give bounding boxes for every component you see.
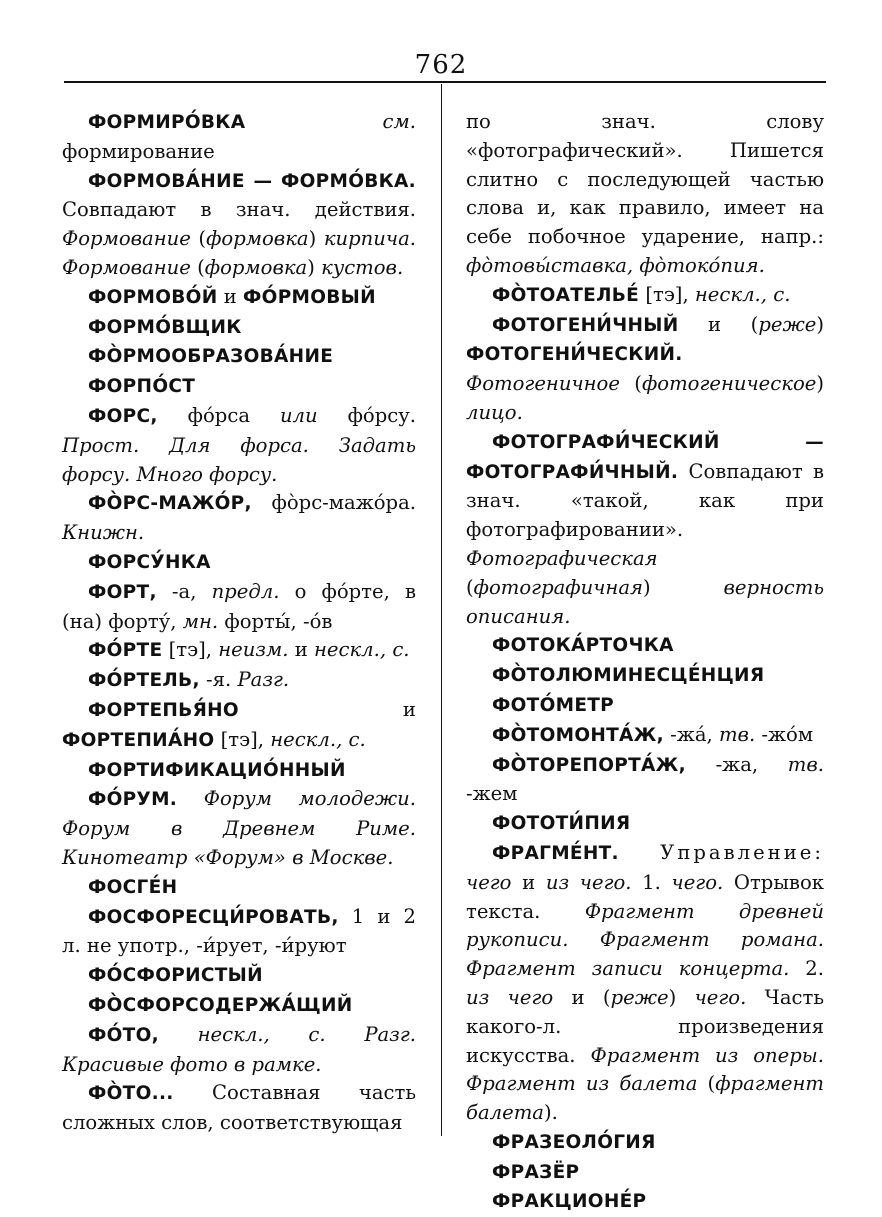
italic-text: фотографичная xyxy=(473,575,643,599)
italic-text: Фрагмент древней рукописи. Фрагмент романа. Фрагмент записи концерта. xyxy=(466,899,825,981)
headword: ФО́СФОРИСТЫЙ xyxy=(88,965,263,987)
entry-text: и xyxy=(217,284,244,308)
italic-text: реже xyxy=(758,312,817,336)
headword: ФРАЗЕОЛО́ГИЯ xyxy=(492,1131,656,1153)
entry-text: ) xyxy=(816,372,824,396)
entry-text: ( xyxy=(466,575,474,599)
italic-text: Прост. Для форса. Задать форсу. Много форсу. xyxy=(62,433,416,486)
entry-text xyxy=(245,110,382,133)
dictionary-entry xyxy=(62,903,416,962)
italic-text: формовка xyxy=(206,227,309,251)
headword: ФОРПО́СТ xyxy=(88,376,196,398)
headword: ФОТОТИ́ПИЯ xyxy=(492,813,631,835)
italic-text: неизм. xyxy=(218,638,289,662)
italic-text: нескл., с. xyxy=(694,282,791,306)
entry-text: Отрывок текста. xyxy=(466,870,824,923)
header-rule xyxy=(64,81,826,83)
dictionary-entry xyxy=(62,167,416,283)
entry-text xyxy=(619,841,660,864)
entry-text: ( xyxy=(697,1072,716,1096)
italic-text: Формование xyxy=(62,227,191,251)
dictionary-entry xyxy=(466,108,824,281)
italic-text: мн. xyxy=(182,609,219,633)
entry-text xyxy=(159,1023,198,1046)
headword: ФО́РТЕЛЬ, xyxy=(88,670,200,692)
headword: ФО̀РС-МАЖО́Р, xyxy=(88,493,252,515)
dictionary-entry xyxy=(466,631,824,661)
entry-text: фо̀рс-мажо́ра. xyxy=(251,491,416,515)
dictionary-entry xyxy=(466,661,824,691)
entry-text: [тэ], xyxy=(639,282,695,306)
dictionary-entry xyxy=(62,283,416,313)
dictionary-entry xyxy=(466,1128,824,1158)
entry-text: ). xyxy=(543,1101,558,1125)
dictionary-entry xyxy=(62,1021,416,1080)
italic-text: или xyxy=(279,403,318,427)
right-column xyxy=(466,108,824,1217)
entry-text: -а, xyxy=(156,579,212,603)
headword: ФО̀ТО... xyxy=(88,1083,174,1105)
dictionary-entry xyxy=(466,311,824,428)
dictionary-entry xyxy=(466,428,824,632)
dictionary-entry xyxy=(62,548,416,578)
italic-text: нескл., с. xyxy=(314,638,410,662)
headword: ФОТОГРАФИ́ЧЕСКИЙ — ФОТОГРАФИ́ЧНЫЙ. xyxy=(466,431,824,483)
dictionary-entry xyxy=(466,1158,824,1188)
entry-text: ( xyxy=(190,227,207,251)
headword: ФОРМИРО́ВКА xyxy=(88,112,246,133)
entry-text: по знач. слову «фотографический». Пишется слитно с последующей частью слова и, как правило, имеет на себе побочное ударение, напр.: xyxy=(466,110,824,249)
entry-text: ) xyxy=(816,312,824,336)
headword: ФО̀СФОРСОДЕРЖА́ЩИЙ xyxy=(88,994,353,1016)
entry-text: ) xyxy=(643,575,724,599)
dictionary-entry xyxy=(62,991,416,1021)
entry-text: фо́рсу. xyxy=(317,403,416,427)
dictionary-entry xyxy=(62,961,416,991)
headword: ФОРМО́ВЩИК xyxy=(88,316,242,338)
italic-text: кустов. xyxy=(321,255,404,279)
dictionary-entry xyxy=(62,372,416,402)
entry-text: и ( xyxy=(678,312,759,336)
headword: ФО̀РМООБРАЗОВА́НИЕ xyxy=(88,346,334,368)
italic-text: верность описания. xyxy=(466,575,824,628)
italic-text: Фотографическая xyxy=(466,546,658,570)
entry-text: [тэ], xyxy=(162,638,219,662)
dictionary-entry xyxy=(466,751,824,810)
italic-text: кирпича. Формование xyxy=(62,227,417,279)
entry-text: формирование xyxy=(62,139,215,163)
headword: ФОТОКА́РТОЧКА xyxy=(492,635,674,657)
dictionary-entry xyxy=(466,691,824,721)
dictionary-entry xyxy=(62,313,416,343)
headword: ФРАГМЕ́НТ. xyxy=(492,842,619,864)
dictionary-entry xyxy=(62,402,416,489)
headword: ФОРСУ́НКА xyxy=(88,551,211,573)
headword: ФОТОГЕНИ́ЧЕСКИЙ. xyxy=(466,344,683,366)
entry-text: и xyxy=(288,638,314,662)
italic-text: фо̀товы́ставка, фо̀токо́пия. xyxy=(466,253,765,277)
page-number: 762 xyxy=(414,50,468,80)
entry-text: ) xyxy=(308,227,324,251)
headword: ФО̀ТОРЕПОРТА́Ж, xyxy=(492,754,686,776)
italic-text: нескл., с. xyxy=(270,727,366,751)
italic-text: Фрагмент из оперы. Фрагмент из балета xyxy=(466,1043,824,1096)
headword: ФО́ТО, xyxy=(88,1024,159,1046)
headword: ФО̀ТОАТЕЛЬЕ́ xyxy=(492,284,640,306)
italic-text: тв. xyxy=(718,722,756,746)
headword: ФРАКЦИОНЕ́Р xyxy=(492,1191,647,1213)
italic-text: из чего. xyxy=(545,870,632,894)
dictionary-entry xyxy=(62,696,416,756)
entry-text: 1. xyxy=(631,870,672,894)
column-divider xyxy=(441,84,442,1136)
entry-text: Совпадают в знач. «такой, как при фотографировании». xyxy=(466,459,824,542)
italic-text: из чего xyxy=(466,985,554,1009)
dictionary-entry xyxy=(62,342,416,372)
entry-text: ) xyxy=(307,255,322,279)
entry-text xyxy=(177,787,204,810)
entry-text: -жем xyxy=(466,782,518,806)
entry-text: Управление: xyxy=(660,840,824,864)
entry-text: ( xyxy=(190,255,205,279)
entry-text: и xyxy=(511,870,546,894)
italic-text: реже xyxy=(610,985,669,1009)
dictionary-entry xyxy=(62,636,416,666)
dictionary-entry xyxy=(62,756,416,786)
dictionary-entry xyxy=(62,785,416,872)
italic-text: см. xyxy=(382,110,416,133)
entry-text: -жа, xyxy=(685,752,788,776)
headword: ФОРТЕПЬЯ́НО xyxy=(88,699,239,721)
entry-text: и xyxy=(238,697,416,721)
headword: ФОРМОВО́Й xyxy=(88,286,218,308)
dictionary-entry xyxy=(62,666,416,696)
dictionary-entry xyxy=(62,873,416,903)
italic-text: чего. xyxy=(694,985,747,1009)
headword: ФОСГЕ́Н xyxy=(88,876,178,898)
entry-text: фо́рса xyxy=(157,403,280,427)
italic-text: Книжн. xyxy=(62,521,145,545)
italic-text: Фотогеничное xyxy=(466,372,620,396)
headword: ФОРТИФИКАЦИО́ННЫЙ xyxy=(88,759,346,781)
dictionary-entry xyxy=(62,1079,416,1138)
entry-text: [тэ], xyxy=(214,727,271,751)
dictionary-entry xyxy=(466,721,824,751)
headword: ФО̀ТОМОНТА́Ж, xyxy=(492,724,664,746)
entry-text: 1 и 2 л. не употр., -и́рует, -и́руют xyxy=(62,904,416,958)
entry-text: -жа́, xyxy=(663,722,719,746)
headword: ФО̀ТОЛЮМИНЕСЦЕ́НЦИЯ xyxy=(492,665,765,687)
left-column xyxy=(62,108,416,1138)
italic-text: лицо. xyxy=(466,400,523,424)
entry-text: 2. xyxy=(789,957,824,981)
italic-text: предл. xyxy=(211,579,280,603)
italic-text: нескл., с. Разг. Красивые фото в рамке. xyxy=(62,1022,416,1076)
entry-text: Часть какого-л. произведения искусства. xyxy=(466,985,824,1067)
dictionary-entry xyxy=(466,281,824,311)
headword: ФОТОГЕНИ́ЧНЫЙ xyxy=(492,314,679,336)
dictionary-entry xyxy=(62,108,416,167)
entry-text: форты́, -о́в xyxy=(218,609,333,633)
headword: ФОРТЕПИА́НО xyxy=(62,729,215,751)
headword: ФРАЗЁР xyxy=(492,1161,580,1183)
headword: ФОРМОВА́НИЕ — ФОРМО́ВКА. xyxy=(88,170,416,192)
italic-text: формовка xyxy=(204,255,308,279)
headword: ФОТО́МЕТР xyxy=(492,694,615,716)
headword: ФО́РМОВЫЙ xyxy=(243,286,376,308)
headword: ФО́РТЕ xyxy=(88,640,163,662)
headword: ФОРТ, xyxy=(88,581,157,603)
entry-text: Составная часть сложных слов, соответствующая xyxy=(62,1081,416,1135)
italic-text: Разг. xyxy=(237,668,290,692)
entry-text: -я. xyxy=(199,668,238,692)
headword: ФОРС, xyxy=(88,405,158,427)
italic-text: фотогеническое xyxy=(641,372,817,396)
dictionary-entry xyxy=(62,578,416,637)
entry-text: ( xyxy=(619,372,642,396)
entry-text: о фо́рте, в (на) форту́, xyxy=(62,579,416,633)
entry-text: Совпадают в знач. действия. xyxy=(62,198,416,222)
entry-text: -жо́м xyxy=(755,722,814,746)
headword: ФОСФОРЕСЦИ́РОВАТЬ, xyxy=(88,906,339,928)
entry-text: и ( xyxy=(553,985,611,1009)
dictionary-entry xyxy=(62,489,416,548)
dictionary-entry xyxy=(466,809,824,839)
italic-text: чего. xyxy=(671,870,724,894)
entry-text: ) xyxy=(668,985,695,1009)
italic-text: фрагмент балета xyxy=(466,1072,825,1125)
headword: ФО́РУМ. xyxy=(88,789,178,811)
italic-text: тв. xyxy=(787,752,824,776)
italic-text: чего xyxy=(466,870,512,894)
dictionary-entry xyxy=(466,839,824,1128)
italic-text: Форум молодежи. Форум в Древнем Риме. Кинотеатр «Форум» в Москве. xyxy=(62,787,417,869)
